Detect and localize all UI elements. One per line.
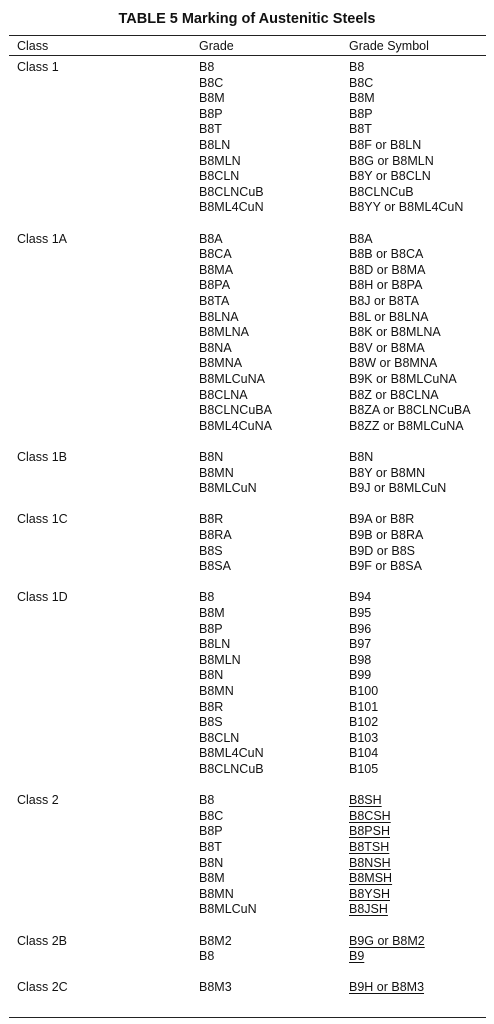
class-label: Class 1D xyxy=(17,590,68,605)
grade-symbol-text: B8H or B8PA xyxy=(349,278,423,293)
grade-cell: B8MNA xyxy=(199,356,243,371)
grade-cell: B8MN xyxy=(199,465,234,480)
grade-symbol-text: B8L or B8LNA xyxy=(349,309,429,324)
top-rule xyxy=(9,35,486,36)
grade-symbol-text: B8CSH xyxy=(349,808,391,823)
grade-symbol-text: B8Z or B8CLNA xyxy=(349,387,439,402)
grade-cell: B8P xyxy=(199,106,223,121)
grade-symbol-cell xyxy=(349,840,392,856)
grade-symbol-cell xyxy=(349,856,392,872)
grade-cell: B8T xyxy=(199,839,222,854)
header-rule xyxy=(9,55,486,56)
grade-symbol-cell xyxy=(349,793,392,809)
grade-symbol-column xyxy=(349,512,423,574)
grade-cell: B8N xyxy=(199,668,224,683)
grade-symbol-text: B8B or B8CA xyxy=(349,247,424,262)
grade-cell: B8CA xyxy=(199,247,232,262)
grade-symbol-cell xyxy=(349,590,378,606)
grade-symbol-cell xyxy=(349,980,424,996)
grade-symbol-text: B8N xyxy=(349,450,374,464)
grade-cell: B8ML4CuN xyxy=(199,200,264,215)
grade-symbol-cell xyxy=(349,419,471,435)
grade-symbol-cell xyxy=(349,731,378,747)
grade-symbol-cell xyxy=(349,871,392,887)
class-group xyxy=(0,590,494,777)
grade-cell: B8RA xyxy=(199,527,232,542)
header-class: Class xyxy=(17,39,49,53)
grade-symbol-text: B8T xyxy=(349,122,372,137)
grade-symbol-text: B8J or B8TA xyxy=(349,293,419,308)
grade-symbol-text: B100 xyxy=(349,683,379,698)
grade-symbol-text: B98 xyxy=(349,652,372,667)
class-label: Class 1B xyxy=(17,450,68,464)
grade-cell: B8MLCuN xyxy=(199,902,257,917)
grade-symbol-text: B99 xyxy=(349,668,372,683)
grade-symbol-cell xyxy=(349,388,471,404)
grade-cell: B8MA xyxy=(199,262,234,277)
grade-symbol-text: B102 xyxy=(349,715,379,730)
grade-cell: B8ML4CuNA xyxy=(199,418,272,433)
grade-symbol-cell xyxy=(349,715,378,731)
grade-column xyxy=(199,980,232,996)
grade-symbol-text: B8P xyxy=(349,106,373,121)
grade-cell: B8N xyxy=(199,450,224,464)
grade-cell: B8 xyxy=(199,590,215,605)
grade-symbol-column xyxy=(349,232,471,435)
grade-cell: B8MLN xyxy=(199,652,241,667)
grade-symbol-cell xyxy=(349,466,446,482)
grade-cell: B8R xyxy=(199,699,224,714)
grade-symbol-text: B8C xyxy=(349,75,374,90)
grade-cell: B8MLN xyxy=(199,153,241,168)
grade-cell: B8M xyxy=(199,871,225,886)
grade-cell: B8S xyxy=(199,715,223,730)
grade-symbol-text: B8G or B8MLN xyxy=(349,153,434,168)
grade-symbol-text: B8JSH xyxy=(349,902,388,917)
grade-symbol-text: B8 xyxy=(349,60,365,74)
grade-symbol-cell xyxy=(349,278,471,294)
grade-symbol-text: B96 xyxy=(349,621,372,636)
grade-symbol-cell xyxy=(349,684,378,700)
grade-symbol-cell xyxy=(349,902,392,918)
grade-cell: B8LN xyxy=(199,137,231,152)
grade-symbol-cell xyxy=(349,325,471,341)
grade-cell: B8M xyxy=(199,605,225,620)
grade-symbol-cell xyxy=(349,450,446,466)
grade-symbol-cell xyxy=(349,700,378,716)
grade-cell: B8M2 xyxy=(199,933,232,948)
class-label: Class 1C xyxy=(17,512,68,527)
grade-symbol-text: B9H or B8M3 xyxy=(349,980,425,995)
grade-cell: B8P xyxy=(199,621,223,636)
grade-symbol-cell xyxy=(349,185,463,201)
grade-symbol-text: B8TSH xyxy=(349,839,390,854)
grade-symbol-text: B8W or B8MNA xyxy=(349,356,438,371)
grade-column xyxy=(199,934,232,965)
grade-cell: B8ML4CuN xyxy=(199,746,264,761)
grade-symbol-text: B8CLNCuB xyxy=(349,184,414,199)
grade-symbol-text: B8YY or B8ML4CuN xyxy=(349,200,464,215)
grade-symbol-text: B9J or B8MLCuN xyxy=(349,481,447,496)
class-label: Class 2 xyxy=(17,793,59,808)
grade-symbol-cell xyxy=(349,949,425,965)
grade-symbol-cell xyxy=(349,341,471,357)
grade-cell: B8SA xyxy=(199,559,231,574)
grade-symbol-text: B105 xyxy=(349,761,379,776)
grade-cell: B8R xyxy=(199,512,224,527)
grade-symbol-text: B103 xyxy=(349,730,379,745)
grade-symbol-cell xyxy=(349,200,463,216)
class-group xyxy=(0,60,494,216)
grade-symbol-cell xyxy=(349,934,425,950)
grade-symbol-cell xyxy=(349,60,463,76)
grade-column xyxy=(199,512,232,574)
grade-cell: B8C xyxy=(199,75,224,90)
grade-symbol-text: B8NSH xyxy=(349,855,391,870)
grade-symbol-cell xyxy=(349,559,423,575)
table-title: TABLE 5 Marking of Austenitic Steels xyxy=(118,11,376,27)
grade-symbol-cell xyxy=(349,824,392,840)
grade-cell: B8 xyxy=(199,949,215,964)
grade-cell: B8LN xyxy=(199,637,231,652)
grade-column xyxy=(199,793,257,918)
grade-symbol-cell xyxy=(349,544,423,560)
grade-symbol-column xyxy=(349,60,463,216)
grade-symbol-text: B8MSH xyxy=(349,871,393,886)
grade-symbol-cell xyxy=(349,622,378,638)
grade-cell: B8MN xyxy=(199,683,234,698)
grade-column xyxy=(199,590,264,777)
grade-symbol-text: B8ZZ or B8MLCuNA xyxy=(349,418,464,433)
grade-symbol-text: B8D or B8MA xyxy=(349,262,426,277)
grade-cell: B8CLNCuB xyxy=(199,184,264,199)
grade-symbol-cell xyxy=(349,809,392,825)
grade-symbol-text: B8YSH xyxy=(349,886,390,901)
grade-symbol-column xyxy=(349,450,446,497)
grade-symbol-text: B8A xyxy=(349,231,373,246)
grade-symbol-cell xyxy=(349,512,423,528)
grade-symbol-cell xyxy=(349,653,378,669)
grade-symbol-text: B97 xyxy=(349,637,372,652)
grade-symbol-cell xyxy=(349,122,463,138)
grade-cell: B8P xyxy=(199,824,223,839)
grade-cell: B8CLNCuB xyxy=(199,761,264,776)
grade-symbol-text: B95 xyxy=(349,605,372,620)
grade-symbol-column xyxy=(349,793,392,918)
grade-symbol-text: B94 xyxy=(349,590,372,605)
grade-symbol-cell xyxy=(349,481,446,497)
class-group xyxy=(0,450,494,497)
grade-column xyxy=(199,232,272,435)
grade-cell: B8TA xyxy=(199,293,230,308)
grade-symbol-cell xyxy=(349,294,471,310)
grade-cell: B8MLCuN xyxy=(199,481,257,496)
grade-symbol-text: B9G or B8M2 xyxy=(349,933,425,948)
grade-symbol-text: B8M xyxy=(349,91,375,106)
grade-symbol-cell xyxy=(349,356,471,372)
grade-symbol-cell xyxy=(349,154,463,170)
grade-symbol-text: B101 xyxy=(349,699,379,714)
grade-cell: B8A xyxy=(199,231,223,246)
grade-cell: B8M3 xyxy=(199,980,232,995)
grade-column xyxy=(199,450,257,497)
grade-symbol-column xyxy=(349,590,378,777)
grade-cell: B8CLNCuBA xyxy=(199,403,272,418)
grade-cell: B8MLNA xyxy=(199,325,250,340)
grade-cell: B8S xyxy=(199,543,223,558)
grade-cell: B8MN xyxy=(199,886,234,901)
grade-cell: B8T xyxy=(199,122,222,137)
grade-cell: B8C xyxy=(199,808,224,823)
grade-symbol-cell xyxy=(349,263,471,279)
grade-symbol-text: B8F or B8LN xyxy=(349,137,422,152)
grade-symbol-text: B8SH xyxy=(349,793,382,808)
grade-cell: B8CLN xyxy=(199,169,240,184)
class-group xyxy=(0,934,494,965)
grade-symbol-cell xyxy=(349,169,463,185)
grade-symbol-text: B8Y or B8MN xyxy=(349,465,426,480)
grade-symbol-cell xyxy=(349,76,463,92)
grade-symbol-cell xyxy=(349,107,463,123)
grade-symbol-text: B8ZA or B8CLNCuBA xyxy=(349,403,471,418)
grade-cell: B8 xyxy=(199,793,215,808)
grade-symbol-text: B104 xyxy=(349,746,379,761)
grade-symbol-text: B8PSH xyxy=(349,824,390,839)
grade-symbol-cell xyxy=(349,528,423,544)
class-label: Class 1A xyxy=(17,231,68,246)
grade-symbol-cell xyxy=(349,668,378,684)
grade-symbol-text: B9A or B8R xyxy=(349,512,415,527)
grade-symbol-text: B9B or B8RA xyxy=(349,527,424,542)
grade-symbol-cell xyxy=(349,403,471,419)
grade-symbol-cell xyxy=(349,310,471,326)
grade-symbol-column xyxy=(349,934,425,965)
header-grade: Grade xyxy=(199,39,234,53)
class-group xyxy=(0,793,494,918)
class-group xyxy=(0,232,494,435)
grade-cell: B8CLNA xyxy=(199,387,248,402)
grade-symbol-cell xyxy=(349,91,463,107)
grade-symbol-text: B9D or B8S xyxy=(349,543,416,558)
grade-symbol-cell xyxy=(349,606,378,622)
grade-symbol-cell xyxy=(349,746,378,762)
class-group xyxy=(0,512,494,574)
grade-symbol-text: B8V or B8MA xyxy=(349,340,425,355)
grade-cell: B8CLN xyxy=(199,730,240,745)
grade-cell: B8N xyxy=(199,855,224,870)
grade-column xyxy=(199,60,264,216)
grade-symbol-cell xyxy=(349,232,471,248)
grade-symbol-column xyxy=(349,980,424,996)
class-label: Class 2B xyxy=(17,933,68,948)
grade-cell: B8 xyxy=(199,60,215,74)
grade-symbol-text: B9K or B8MLCuNA xyxy=(349,371,457,386)
class-label: Class 2C xyxy=(17,980,68,995)
grade-cell: B8LNA xyxy=(199,309,239,324)
grade-symbol-text: B9 xyxy=(349,949,365,964)
grade-symbol-text: B9F or B8SA xyxy=(349,559,422,574)
grade-symbol-cell xyxy=(349,247,471,263)
grade-symbol-cell xyxy=(349,372,471,388)
grade-symbol-cell xyxy=(349,887,392,903)
grade-symbol-text: B8Y or B8CLN xyxy=(349,169,431,184)
grade-symbol-cell xyxy=(349,762,378,778)
class-label: Class 1 xyxy=(17,60,59,74)
grade-symbol-cell xyxy=(349,138,463,154)
grade-symbol-text: B8K or B8MLNA xyxy=(349,325,441,340)
bottom-rule xyxy=(9,1017,486,1018)
grade-cell: B8MLCuNA xyxy=(199,371,265,386)
grade-cell: B8M xyxy=(199,91,225,106)
header-grade-symbol: Grade Symbol xyxy=(349,39,429,53)
class-group xyxy=(0,980,494,996)
grade-cell: B8PA xyxy=(199,278,231,293)
grade-cell: B8NA xyxy=(199,340,232,355)
grade-symbol-cell xyxy=(349,637,378,653)
